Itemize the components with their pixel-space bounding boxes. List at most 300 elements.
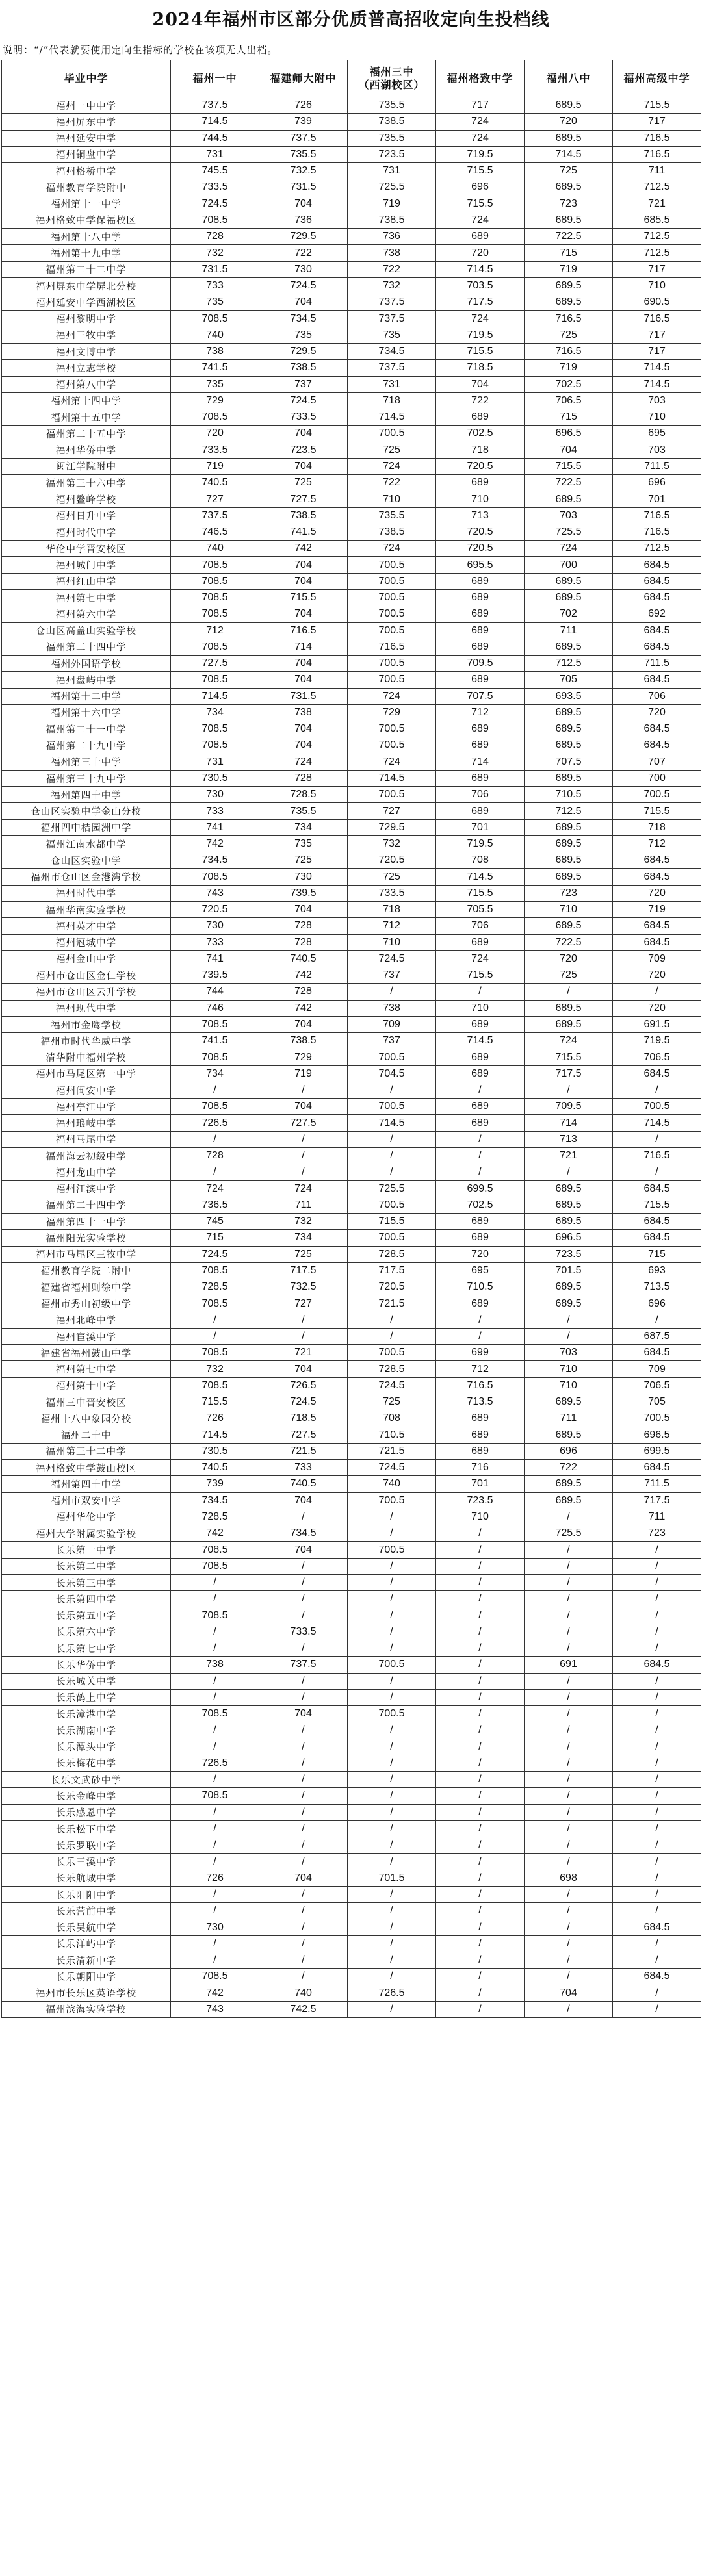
score-cell: 717 bbox=[613, 343, 701, 359]
column-header-label: 福州格致中学 bbox=[447, 72, 514, 84]
score-cell: 720 bbox=[436, 1246, 525, 1262]
table-row bbox=[2, 656, 701, 672]
score-cell: 689.5 bbox=[525, 130, 613, 146]
score-cell: 689 bbox=[436, 803, 525, 819]
score-cell: 712.5 bbox=[613, 541, 701, 557]
score-cell: 731.5 bbox=[171, 261, 259, 277]
school-name-cell: 长乐三溪中学 bbox=[2, 1854, 171, 1870]
score-cell: 716.5 bbox=[613, 1148, 701, 1164]
score-cell: 704 bbox=[259, 1492, 348, 1509]
table-row bbox=[2, 967, 701, 984]
score-cell: / bbox=[436, 1574, 525, 1590]
score-cell: / bbox=[613, 1624, 701, 1640]
score-cell: 742 bbox=[171, 1525, 259, 1542]
score-cell: / bbox=[613, 1820, 701, 1837]
score-cell: / bbox=[525, 1886, 613, 1902]
score-cell: 739 bbox=[259, 114, 348, 130]
score-cell: 700.5 bbox=[348, 1657, 436, 1673]
score-cell: 722 bbox=[259, 245, 348, 261]
score-cell: / bbox=[348, 1952, 436, 1969]
score-cell: / bbox=[613, 1739, 701, 1755]
table-row bbox=[2, 1082, 701, 1098]
school-name-cell: 福州盘屿中学 bbox=[2, 672, 171, 688]
score-cell: 724 bbox=[259, 754, 348, 770]
score-cell: / bbox=[525, 984, 613, 1000]
score-cell: 705 bbox=[613, 1394, 701, 1410]
score-cell: 733 bbox=[259, 1460, 348, 1476]
score-cell: 729.5 bbox=[259, 343, 348, 359]
score-cell: 689.5 bbox=[525, 1180, 613, 1197]
score-cell: / bbox=[525, 1164, 613, 1180]
score-cell: 734.5 bbox=[171, 1492, 259, 1509]
score-cell: / bbox=[259, 1820, 348, 1837]
score-cell: 689 bbox=[436, 409, 525, 426]
score-cell: / bbox=[171, 1722, 259, 1739]
score-cell: 725.5 bbox=[525, 1525, 613, 1542]
score-cell: / bbox=[259, 1886, 348, 1902]
table-row bbox=[2, 1279, 701, 1295]
school-name-cell: 福州第十五中学 bbox=[2, 409, 171, 426]
school-name-cell: 长乐吴航中学 bbox=[2, 1919, 171, 1935]
score-cell: 731 bbox=[348, 163, 436, 179]
score-cell: 710 bbox=[613, 409, 701, 426]
table-row bbox=[2, 360, 701, 376]
score-cell: 704 bbox=[525, 1985, 613, 2001]
school-name-cell: 福州第四十一中学 bbox=[2, 1214, 171, 1230]
table-row bbox=[2, 803, 701, 819]
score-cell: 708.5 bbox=[171, 869, 259, 885]
school-name-cell: 福州闽安中学 bbox=[2, 1082, 171, 1098]
score-cell: / bbox=[171, 1739, 259, 1755]
table-row bbox=[2, 376, 701, 392]
score-cell: 725 bbox=[259, 475, 348, 491]
score-cell: / bbox=[525, 1837, 613, 1854]
score-cell: 724 bbox=[525, 541, 613, 557]
score-cell: / bbox=[348, 1558, 436, 1574]
score-cell: 704 bbox=[259, 902, 348, 918]
score-cell: 742 bbox=[171, 835, 259, 852]
school-name-cell: 福州第三十二中学 bbox=[2, 1443, 171, 1459]
score-cell: 740 bbox=[171, 541, 259, 557]
table-row bbox=[2, 1542, 701, 1558]
table-row bbox=[2, 1772, 701, 1788]
score-cell: 712 bbox=[348, 918, 436, 934]
score-cell: / bbox=[348, 1131, 436, 1147]
score-cell: 703 bbox=[613, 392, 701, 409]
score-cell: / bbox=[525, 1328, 613, 1344]
score-cell: 719 bbox=[525, 261, 613, 277]
score-cell: 712.5 bbox=[613, 179, 701, 196]
score-cell: 728.5 bbox=[171, 1279, 259, 1295]
table-row bbox=[2, 770, 701, 786]
score-cell: 711.5 bbox=[613, 656, 701, 672]
table-row bbox=[2, 1509, 701, 1525]
score-cell: / bbox=[436, 1952, 525, 1969]
score-cell: 704 bbox=[259, 458, 348, 474]
table-row bbox=[2, 442, 701, 458]
school-name-cell: 长乐梅花中学 bbox=[2, 1755, 171, 1771]
score-cell: 746 bbox=[171, 1000, 259, 1016]
score-cell: / bbox=[259, 1903, 348, 1919]
score-cell: 716.5 bbox=[613, 130, 701, 146]
school-name-cell: 福州第四十中学 bbox=[2, 787, 171, 803]
score-cell: / bbox=[613, 1755, 701, 1771]
score-cell: 727.5 bbox=[259, 1115, 348, 1131]
table-row bbox=[2, 541, 701, 557]
score-cell: 730.5 bbox=[171, 1443, 259, 1459]
school-name-cell: 福州第十四中学 bbox=[2, 392, 171, 409]
column-header-sublabel: （西湖校区） bbox=[358, 79, 425, 91]
school-name-cell: 福州第二十九中学 bbox=[2, 737, 171, 754]
score-cell: 689.5 bbox=[525, 1197, 613, 1213]
score-cell: / bbox=[436, 1624, 525, 1640]
score-cell: 684.5 bbox=[613, 1969, 701, 1985]
school-name-cell: 福州第二十四中学 bbox=[2, 1197, 171, 1213]
score-cell: 725 bbox=[348, 442, 436, 458]
score-cell: / bbox=[171, 1854, 259, 1870]
school-name-cell: 福州英才中学 bbox=[2, 918, 171, 934]
score-cell: 715.5 bbox=[436, 163, 525, 179]
score-cell: 689.5 bbox=[525, 1476, 613, 1492]
score-cell: / bbox=[525, 1804, 613, 1820]
school-name-cell: 福州市仓山区金港湾学校 bbox=[2, 869, 171, 885]
table-row bbox=[2, 114, 701, 130]
score-cell: 735.5 bbox=[259, 146, 348, 162]
table-row bbox=[2, 294, 701, 311]
score-cell: 700.5 bbox=[613, 1099, 701, 1115]
score-cell: / bbox=[259, 1969, 348, 1985]
score-cell: / bbox=[525, 1558, 613, 1574]
score-cell: 704 bbox=[259, 294, 348, 311]
score-cell: 684.5 bbox=[613, 869, 701, 885]
score-cell: 720 bbox=[613, 885, 701, 901]
score-cell: / bbox=[436, 1870, 525, 1886]
table-row bbox=[2, 1640, 701, 1656]
score-cell: 733 bbox=[171, 803, 259, 819]
score-cell: 689.5 bbox=[525, 294, 613, 311]
score-cell: / bbox=[436, 1164, 525, 1180]
score-cell: 712.5 bbox=[525, 803, 613, 819]
score-cell: / bbox=[348, 1082, 436, 1098]
score-cell: 724.5 bbox=[171, 1246, 259, 1262]
score-cell: 726 bbox=[259, 97, 348, 114]
score-cell: 721 bbox=[613, 196, 701, 212]
column-header bbox=[348, 60, 436, 97]
score-cell: 721 bbox=[259, 1345, 348, 1361]
score-cell: 719 bbox=[348, 196, 436, 212]
score-cell: 723.5 bbox=[348, 146, 436, 162]
score-cell: 730 bbox=[171, 1919, 259, 1935]
score-cell: 717.5 bbox=[348, 1262, 436, 1279]
score-cell: 684.5 bbox=[613, 1345, 701, 1361]
school-name-cell: 福州时代中学 bbox=[2, 885, 171, 901]
score-cell: 703 bbox=[525, 1345, 613, 1361]
score-cell: 710 bbox=[436, 1509, 525, 1525]
score-cell: 725 bbox=[348, 869, 436, 885]
table-row bbox=[2, 688, 701, 704]
score-cell: 684.5 bbox=[613, 1214, 701, 1230]
score-cell: / bbox=[348, 1886, 436, 1902]
score-cell: 700.5 bbox=[613, 787, 701, 803]
score-cell: 702.5 bbox=[436, 1197, 525, 1213]
score-cell: / bbox=[436, 1903, 525, 1919]
school-name-cell: 福州宦溪中学 bbox=[2, 1328, 171, 1344]
score-cell: 705 bbox=[525, 672, 613, 688]
school-name-cell: 福州第十二中学 bbox=[2, 688, 171, 704]
score-cell: / bbox=[348, 1640, 436, 1656]
score-cell: 734 bbox=[259, 819, 348, 835]
school-name-cell: 福州滨海实验学校 bbox=[2, 2001, 171, 2017]
score-cell: 715.5 bbox=[613, 803, 701, 819]
score-cell: / bbox=[259, 1722, 348, 1739]
score-cell: 689.5 bbox=[525, 1492, 613, 1509]
score-cell: 710 bbox=[348, 934, 436, 950]
column-header bbox=[613, 60, 701, 97]
score-cell: 689.5 bbox=[525, 918, 613, 934]
school-name-cell: 福州市仓山区云升学校 bbox=[2, 984, 171, 1000]
score-cell: 689 bbox=[436, 1295, 525, 1312]
table-row bbox=[2, 918, 701, 934]
score-cell: 716.5 bbox=[613, 146, 701, 162]
score-cell: 689 bbox=[436, 475, 525, 491]
school-name-cell: 福州第四十中学 bbox=[2, 1476, 171, 1492]
score-cell: 719.5 bbox=[613, 1033, 701, 1049]
score-cell: / bbox=[525, 1640, 613, 1656]
score-cell: / bbox=[348, 1591, 436, 1607]
table-row bbox=[2, 1525, 701, 1542]
score-cell: 691 bbox=[525, 1657, 613, 1673]
score-cell: 724 bbox=[259, 1180, 348, 1197]
score-cell: 689 bbox=[436, 1065, 525, 1082]
score-cell: / bbox=[613, 1312, 701, 1328]
score-cell: 714.5 bbox=[348, 770, 436, 786]
score-cell: 738 bbox=[171, 1657, 259, 1673]
score-cell: 734.5 bbox=[171, 852, 259, 869]
score-cell: 730.5 bbox=[171, 770, 259, 786]
score-cell: 735.5 bbox=[259, 803, 348, 819]
school-name-cell: 长乐营前中学 bbox=[2, 1903, 171, 1919]
school-name-cell: 福州第二十二中学 bbox=[2, 261, 171, 277]
table-row bbox=[2, 130, 701, 146]
score-cell: 740 bbox=[259, 1985, 348, 2001]
table-row bbox=[2, 852, 701, 869]
school-name-cell: 长乐第三中学 bbox=[2, 1574, 171, 1590]
score-cell: / bbox=[613, 1722, 701, 1739]
score-cell: / bbox=[348, 1148, 436, 1164]
score-cell: 727 bbox=[259, 1295, 348, 1312]
score-cell: 745 bbox=[171, 1214, 259, 1230]
score-cell: 734.5 bbox=[348, 343, 436, 359]
score-cell: 716.5 bbox=[525, 311, 613, 327]
table-row bbox=[2, 1410, 701, 1427]
score-cell: / bbox=[613, 1640, 701, 1656]
score-cell: 723.5 bbox=[259, 442, 348, 458]
score-cell: 727 bbox=[171, 491, 259, 507]
score-cell: 724 bbox=[348, 541, 436, 557]
school-name-cell: 福州日升中学 bbox=[2, 507, 171, 524]
score-cell: / bbox=[171, 1903, 259, 1919]
score-cell: / bbox=[171, 1772, 259, 1788]
score-cell: / bbox=[613, 1935, 701, 1952]
school-name-cell: 长乐罗联中学 bbox=[2, 1837, 171, 1854]
score-cell: 684.5 bbox=[613, 622, 701, 639]
score-cell: 722 bbox=[525, 1460, 613, 1476]
score-cell: 704 bbox=[259, 721, 348, 737]
school-name-cell: 长乐湖南中学 bbox=[2, 1722, 171, 1739]
score-cell: 728 bbox=[259, 770, 348, 786]
score-cell: 714 bbox=[525, 1115, 613, 1131]
score-cell: 715 bbox=[525, 245, 613, 261]
score-cell: 728 bbox=[259, 934, 348, 950]
column-header-label: 毕业中学 bbox=[64, 72, 109, 84]
score-cell: 724.5 bbox=[348, 1460, 436, 1476]
score-cell: 737.5 bbox=[171, 507, 259, 524]
score-cell: 714.5 bbox=[613, 1115, 701, 1131]
school-name-cell: 福州市仓山区金仁学校 bbox=[2, 967, 171, 984]
score-cell: 714.5 bbox=[436, 1033, 525, 1049]
score-cell: 701 bbox=[436, 819, 525, 835]
school-name-cell: 长乐松下中学 bbox=[2, 1820, 171, 1837]
score-cell: / bbox=[525, 1739, 613, 1755]
school-name-cell: 福州大学附属实验学校 bbox=[2, 1525, 171, 1542]
score-cell: 729 bbox=[259, 1049, 348, 1065]
table-row bbox=[2, 327, 701, 343]
score-cell: 689.5 bbox=[525, 179, 613, 196]
score-cell: 704 bbox=[259, 1870, 348, 1886]
score-cell: 715 bbox=[525, 409, 613, 426]
table-row bbox=[2, 1443, 701, 1459]
score-cell: 739.5 bbox=[259, 885, 348, 901]
score-cell: 735 bbox=[171, 376, 259, 392]
score-cell: 728.5 bbox=[348, 1246, 436, 1262]
school-name-cell: 福州教育学院附中 bbox=[2, 179, 171, 196]
score-cell: 744 bbox=[171, 984, 259, 1000]
score-cell: 735 bbox=[259, 835, 348, 852]
score-cell: 708.5 bbox=[171, 1262, 259, 1279]
score-cell: 700.5 bbox=[348, 1706, 436, 1722]
table-row bbox=[2, 1262, 701, 1279]
score-cell: 700.5 bbox=[348, 1197, 436, 1213]
school-name-cell: 福州四中桔园洲中学 bbox=[2, 819, 171, 835]
score-cell: / bbox=[348, 1772, 436, 1788]
score-cell: 684.5 bbox=[613, 918, 701, 934]
score-cell: / bbox=[525, 1755, 613, 1771]
score-cell: 726.5 bbox=[171, 1115, 259, 1131]
score-cell: 689.5 bbox=[525, 819, 613, 835]
score-cell: 696 bbox=[613, 1295, 701, 1312]
table-row bbox=[2, 754, 701, 770]
score-cell: / bbox=[259, 1854, 348, 1870]
score-cell: / bbox=[613, 984, 701, 1000]
score-cell: 722.5 bbox=[525, 229, 613, 245]
score-cell: 735.5 bbox=[348, 97, 436, 114]
score-cell: 700.5 bbox=[348, 426, 436, 442]
school-name-cell: 福州市长乐区英语学校 bbox=[2, 1985, 171, 2001]
score-cell: / bbox=[171, 1673, 259, 1689]
score-cell: 710 bbox=[436, 491, 525, 507]
score-cell: 728 bbox=[259, 918, 348, 934]
score-cell: / bbox=[171, 1574, 259, 1590]
score-cell: 689.5 bbox=[525, 1214, 613, 1230]
score-cell: 689 bbox=[436, 672, 525, 688]
table-row bbox=[2, 229, 701, 245]
school-name-cell: 长乐潭头中学 bbox=[2, 1739, 171, 1755]
score-cell: 741.5 bbox=[259, 524, 348, 540]
score-cell: 732 bbox=[259, 1214, 348, 1230]
score-cell: / bbox=[348, 1755, 436, 1771]
score-cell: 708.5 bbox=[171, 606, 259, 622]
score-cell: 728.5 bbox=[348, 1361, 436, 1377]
score-cell: 740.5 bbox=[171, 475, 259, 491]
score-cell: 705.5 bbox=[436, 902, 525, 918]
table-row bbox=[2, 1820, 701, 1837]
table-row bbox=[2, 1886, 701, 1902]
header-row bbox=[2, 60, 701, 97]
score-cell: 713.5 bbox=[613, 1279, 701, 1295]
score-cell: 722.5 bbox=[525, 934, 613, 950]
score-cell: 720.5 bbox=[348, 1279, 436, 1295]
score-cell: 704 bbox=[259, 606, 348, 622]
column-header bbox=[525, 60, 613, 97]
score-cell: 737.5 bbox=[348, 360, 436, 376]
table-row bbox=[2, 787, 701, 803]
score-cell: 720.5 bbox=[171, 902, 259, 918]
score-cell: / bbox=[525, 1722, 613, 1739]
school-name-cell: 福州三牧中学 bbox=[2, 327, 171, 343]
school-name-cell: 福建省福州鼓山中学 bbox=[2, 1345, 171, 1361]
score-cell: / bbox=[348, 1854, 436, 1870]
table-row bbox=[2, 426, 701, 442]
score-cell: 700.5 bbox=[348, 557, 436, 573]
score-cell: 700.5 bbox=[613, 1410, 701, 1427]
score-cell: 699.5 bbox=[613, 1443, 701, 1459]
score-cell: 725 bbox=[259, 1246, 348, 1262]
score-cell: 719 bbox=[613, 902, 701, 918]
score-cell: 719.5 bbox=[436, 146, 525, 162]
table-row bbox=[2, 392, 701, 409]
score-cell: 706 bbox=[613, 688, 701, 704]
score-cell: 714 bbox=[436, 754, 525, 770]
score-cell: 699.5 bbox=[436, 1180, 525, 1197]
table-row bbox=[2, 1328, 701, 1344]
score-cell: 720.5 bbox=[348, 852, 436, 869]
score-cell: 696.5 bbox=[613, 1427, 701, 1443]
score-cell: 725 bbox=[525, 967, 613, 984]
score-cell: 716.5 bbox=[348, 639, 436, 655]
score-cell: / bbox=[436, 1772, 525, 1788]
score-cell: 704 bbox=[259, 196, 348, 212]
score-cell: 733.5 bbox=[171, 442, 259, 458]
table-row bbox=[2, 1246, 701, 1262]
table-row bbox=[2, 1180, 701, 1197]
score-cell: 684.5 bbox=[613, 1230, 701, 1246]
score-cell: 684.5 bbox=[613, 721, 701, 737]
score-cell: 689.5 bbox=[525, 97, 613, 114]
table-row bbox=[2, 1377, 701, 1394]
score-cell: 718.5 bbox=[436, 360, 525, 376]
table-row bbox=[2, 1476, 701, 1492]
school-name-cell: 福州红山中学 bbox=[2, 573, 171, 589]
score-cell: 696 bbox=[613, 475, 701, 491]
score-cell: / bbox=[525, 1820, 613, 1837]
score-cell: 689 bbox=[436, 1099, 525, 1115]
score-cell: / bbox=[613, 1837, 701, 1854]
score-cell: 743 bbox=[171, 2001, 259, 2017]
school-name-cell: 福州海云初级中学 bbox=[2, 1148, 171, 1164]
score-cell: 728 bbox=[259, 984, 348, 1000]
table-row bbox=[2, 557, 701, 573]
score-cell: 689 bbox=[436, 1115, 525, 1131]
